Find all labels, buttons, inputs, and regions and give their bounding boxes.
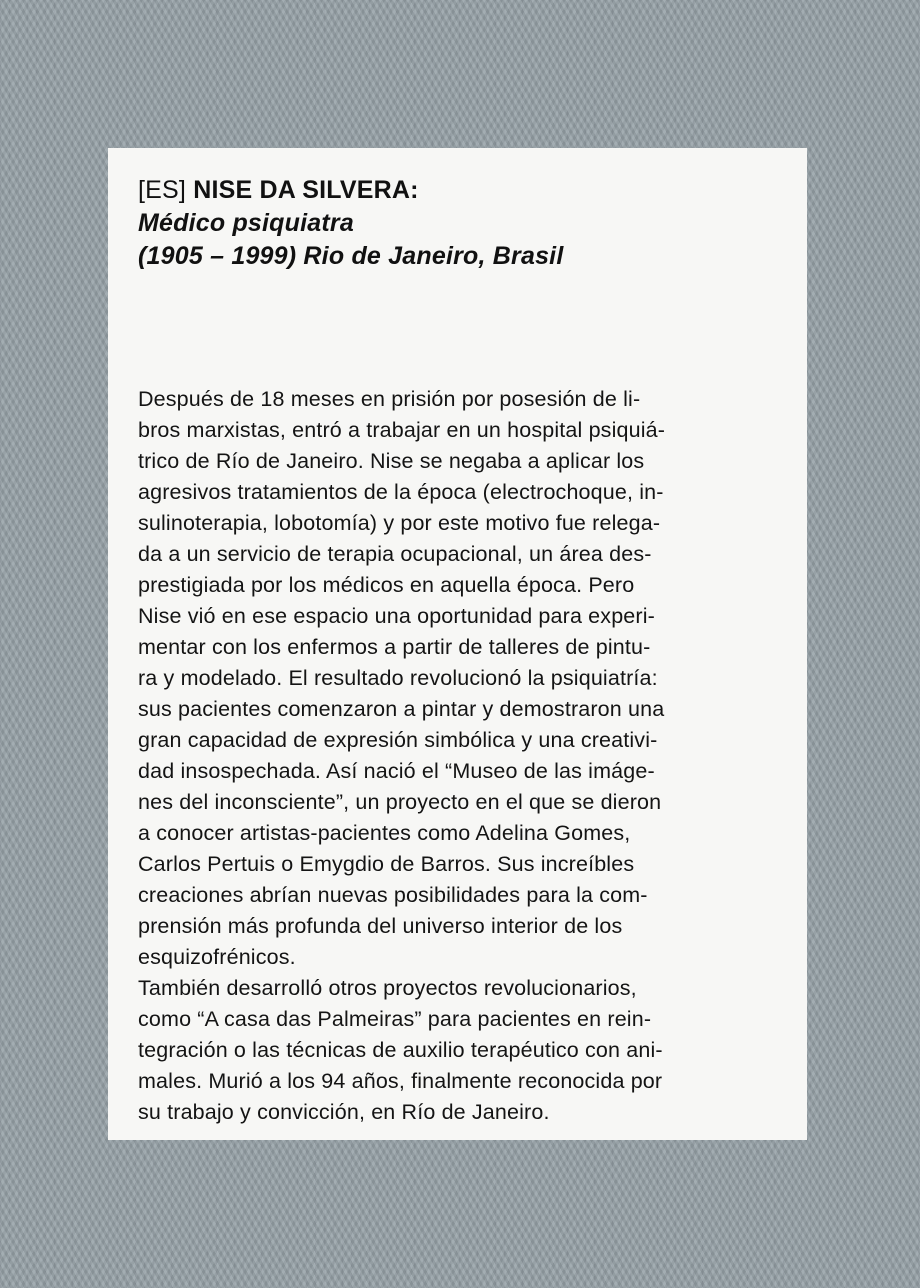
title-line (138, 174, 787, 207)
text-line: gran capacidad de expresión simbólica y una creativi- (138, 728, 658, 752)
text-line: sulinoterapia, lobotomía) y por este motivo fue relega- (138, 511, 661, 535)
text-line: males. Murió a los 94 años, finalmente reconocida por (138, 1069, 663, 1093)
text-line: Después de 18 meses en prisión por posesión de li- (138, 387, 641, 411)
text-line: prestigiada por los médicos en aquella época. Pero (138, 573, 635, 597)
person-role: Médico psiquiatra (138, 209, 354, 237)
text-line: da a un servicio de terapia ocupacional, un área des- (138, 542, 652, 566)
text-card (108, 148, 807, 1140)
text-line: Nise vió en ese espacio una oportunidad para experi- (138, 604, 655, 628)
header (138, 174, 787, 273)
person-dates-place: (1905 – 1999) Rio de Janeiro, Brasil (138, 242, 564, 270)
text-line: como “A casa das Palmeiras” para pacientes en rein- (138, 1007, 652, 1031)
paragraph-2 (138, 973, 787, 1128)
text-line: agresivos tratamientos de la época (electrochoque, in- (138, 480, 664, 504)
text-line: trico de Río de Janeiro. Nise se negaba a aplicar los (138, 449, 645, 473)
text-line: su trabajo y convicción, en Río de Janeiro. (138, 1100, 550, 1124)
text-line: bros marxistas, entró a trabajar en un hospital psiquiá- (138, 418, 666, 442)
text-line: Carlos Pertuis o Emygdio de Barros. Sus increíbles (138, 852, 635, 876)
person-name: NISE DA SILVERA: (193, 176, 419, 204)
text-line: a conocer artistas-pacientes como Adelina Gomes, (138, 821, 631, 845)
text-line: creaciones abrían nuevas posibilidades para la com- (138, 883, 648, 907)
text-line: dad insospechada. Así nació el “Museo de las imáge- (138, 759, 655, 783)
text-line: ra y modelado. El resultado revolucionó la psiquiatría: (138, 666, 658, 690)
text-line: tegración o las técnicas de auxilio terapéutico con ani- (138, 1038, 663, 1062)
text-line: mentar con los enfermos a partir de talleres de pintu- (138, 635, 651, 659)
text-line: sus pacientes comenzaron a pintar y demostraron una (138, 697, 665, 721)
language-tag: [ES] (138, 176, 187, 204)
biography-text (138, 384, 787, 1128)
text-line: esquizofrénicos. (138, 945, 296, 969)
text-line: prensión más profunda del universo interior de los (138, 914, 623, 938)
paragraph-1 (138, 384, 787, 973)
text-line: También desarrolló otros proyectos revolucionarios, (138, 976, 637, 1000)
text-line: nes del inconsciente”, un proyecto en el que se dieron (138, 790, 662, 814)
